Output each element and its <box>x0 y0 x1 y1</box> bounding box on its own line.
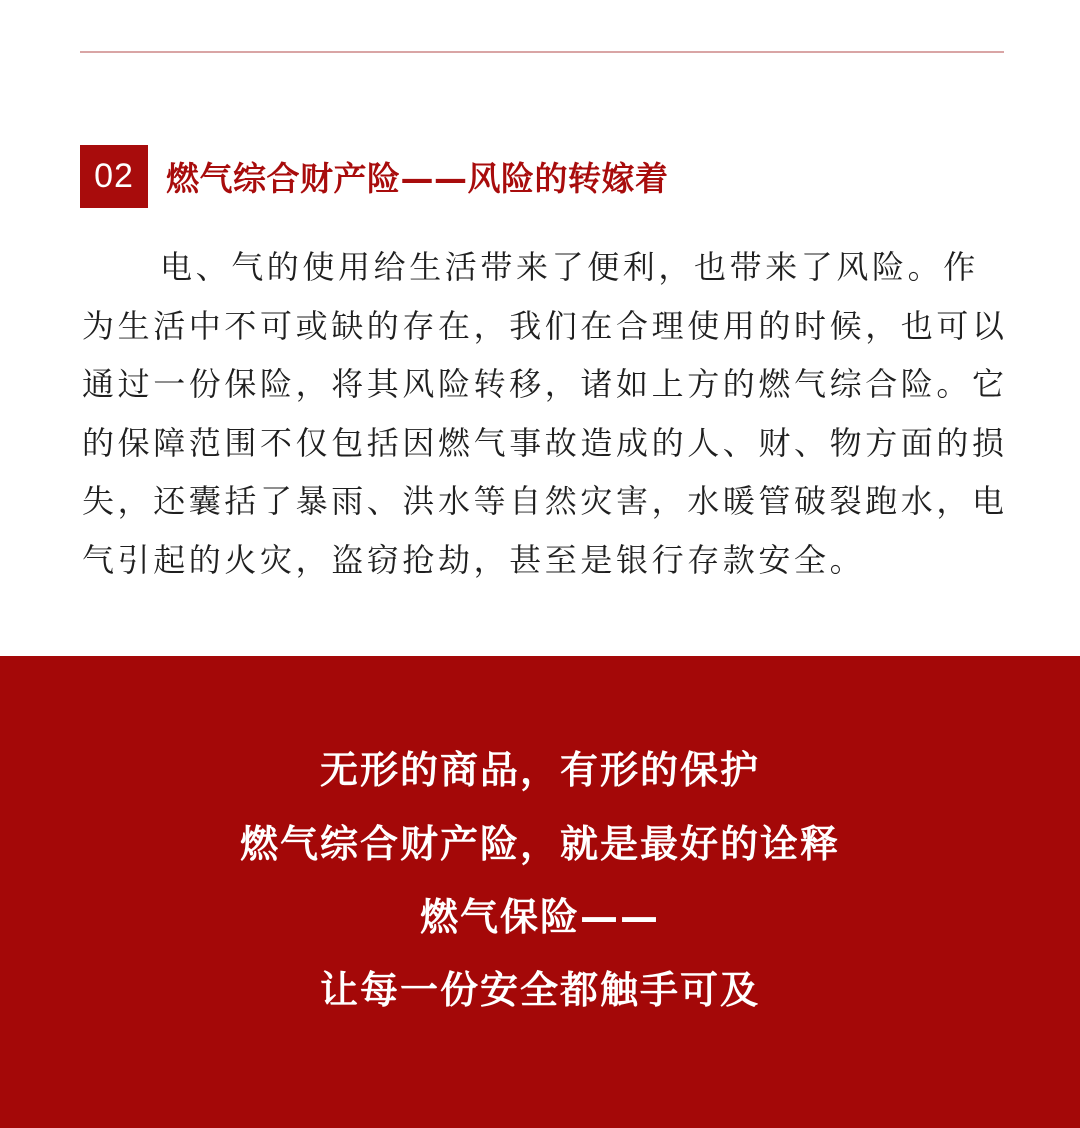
section-title: 燃气综合财产险——风险的转嫁着 <box>166 159 669 198</box>
top-divider <box>80 51 1004 53</box>
section-number-badge: 02 <box>80 145 148 208</box>
section-header <box>80 145 669 208</box>
slogan-line-3: 燃气保险—— <box>419 895 660 939</box>
slogan-panel <box>0 656 1080 1128</box>
slogan-line-2: 燃气综合财产险，就是最好的诠释 <box>239 822 840 866</box>
body-paragraph: 电、气的使用给生活带来了便利，也带来了风险。作为生活中不可或缺的存在，我们在合理使用的时候，也可以通过一份保险，将其风险转移，诸如上方的燃气综合险。它的保障范围不仅包括因燃气事故造成的人、财、物方面的损失，还囊括了暴雨、洪水等自然灾害，水暖管破裂跑水，电气引起的火灾，盗窃抢劫，甚至是银行存款安全。 <box>82 248 1008 579</box>
slogan-line-1: 无形的商品，有形的保护 <box>319 748 760 792</box>
slogan-line-4: 让每一份安全都触手可及 <box>319 968 760 1012</box>
